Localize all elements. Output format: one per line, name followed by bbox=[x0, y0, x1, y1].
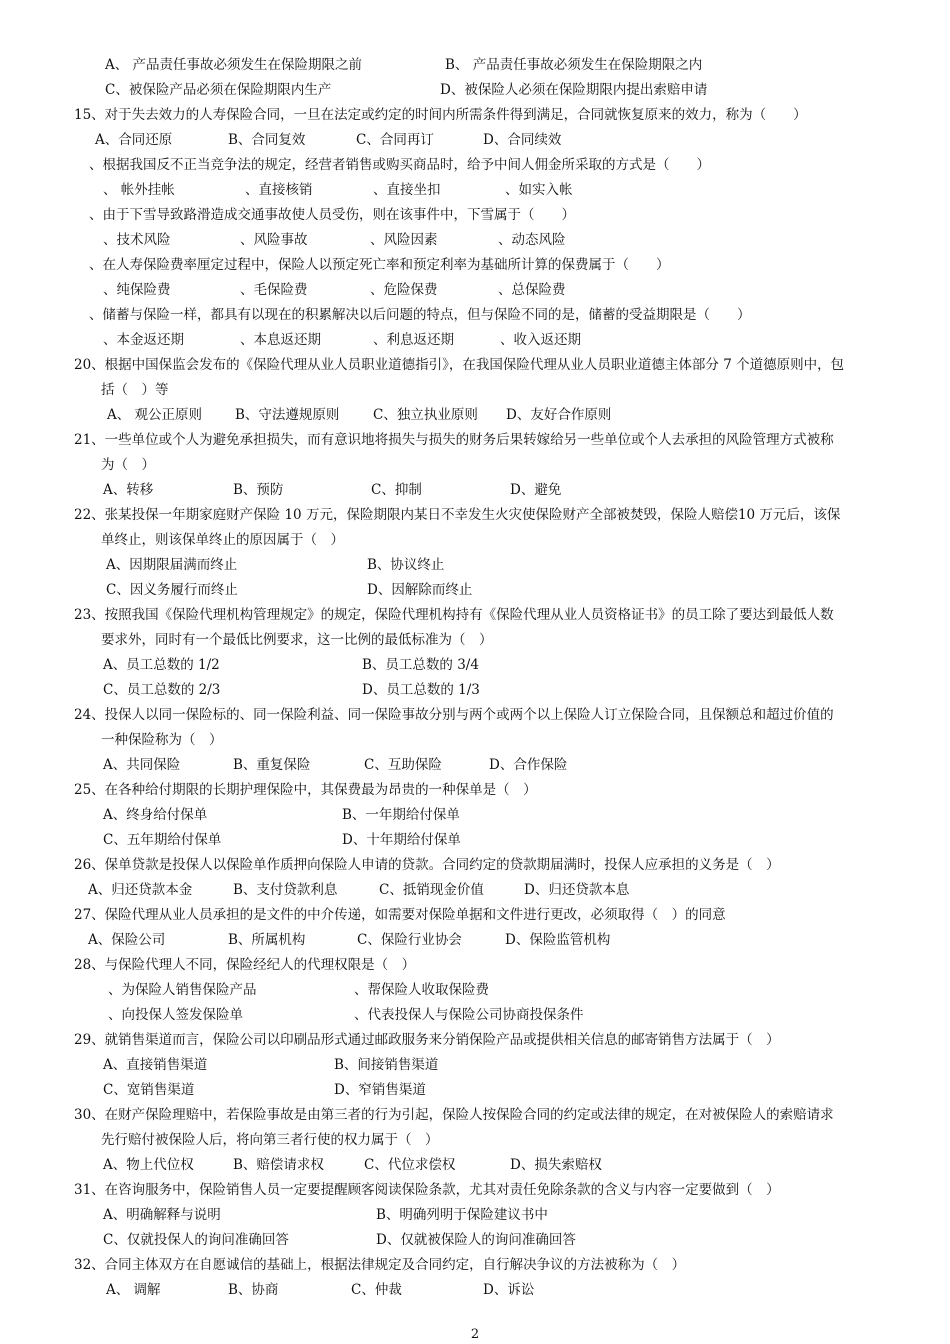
option-c: C、保险行业协会 bbox=[357, 932, 462, 948]
option-b: B、员工总数的 3/4 bbox=[362, 657, 479, 673]
question-17-text: 、由于下雪导致路滑造成交通事故使人员受伤，则在该事件中，下雪属于（ ） bbox=[89, 207, 575, 223]
option-a: A、 产品责任事故必须发生在保险期限之前 bbox=[105, 57, 363, 73]
option-line bbox=[0, 678, 950, 703]
option-b: B、协议终止 bbox=[367, 557, 445, 573]
option-a: A、 调解 bbox=[106, 1282, 161, 1298]
option-c: 、直接坐扣 bbox=[373, 182, 441, 198]
option-c: C、仅就投保人的询问准确回答 bbox=[103, 1232, 289, 1248]
page-number: 2 bbox=[470, 1327, 480, 1342]
question-21-text: 21、一些单位或个人为避免承担损失，而有意识地将损失与损失的财务后果转嫁给另一些单位或个人去承担的风险管理方式被称 bbox=[74, 432, 834, 448]
option-d: D、员工总数的 1/3 bbox=[362, 682, 480, 698]
option-b: B、协商 bbox=[228, 1282, 279, 1298]
option-c: C、互助保险 bbox=[364, 757, 442, 773]
option-line bbox=[0, 1228, 950, 1253]
option-line bbox=[0, 1053, 950, 1078]
option-c: C、合同再订 bbox=[356, 132, 434, 148]
option-a: A、共同保险 bbox=[103, 757, 181, 773]
option-line bbox=[0, 1078, 950, 1103]
option-line bbox=[0, 53, 950, 78]
option-line bbox=[0, 228, 950, 253]
option-b: 、帮保险人收取保险费 bbox=[354, 982, 489, 998]
exam-page-content bbox=[0, 53, 950, 1303]
option-b: 、风险事故 bbox=[240, 232, 308, 248]
option-b: B、支付贷款利息 bbox=[233, 882, 338, 898]
option-c: C、抵销现金价值 bbox=[379, 882, 484, 898]
option-line bbox=[0, 553, 950, 578]
question-line bbox=[0, 378, 950, 403]
question-line bbox=[0, 528, 950, 553]
option-c: C、代位求偿权 bbox=[364, 1157, 456, 1173]
question-20-text-cont: 括（ ）等 bbox=[101, 382, 169, 398]
option-d: D、合作保险 bbox=[489, 757, 568, 773]
question-line bbox=[0, 778, 950, 803]
option-d: D、友好合作原则 bbox=[506, 407, 612, 423]
option-b: B、明确列明于保险建议书中 bbox=[376, 1207, 548, 1223]
option-b: B、重复保险 bbox=[233, 757, 311, 773]
question-line bbox=[0, 353, 950, 378]
option-a: A、物上代位权 bbox=[103, 1157, 194, 1173]
option-d: D、被保险人必须在保险期限内提出索赔申请 bbox=[440, 82, 708, 98]
option-line bbox=[0, 128, 950, 153]
option-d: D、窄销售渠道 bbox=[334, 1082, 426, 1098]
question-32-text: 32、合同主体双方在自愿诚信的基础上，根据法律规定及合同约定，自行解决争议的方法被称为（ ） bbox=[74, 1257, 686, 1273]
question-25-text: 25、在各种给付期限的长期护理保险中，其保费最为昂贵的一种保单是（ ） bbox=[74, 782, 537, 798]
option-a: A、归还贷款本金 bbox=[88, 882, 193, 898]
question-23-text-cont: 要求外，同时有一个最低比例要求，这一比例的最低标准为（ ） bbox=[101, 632, 493, 648]
question-27-text: 27、保险代理从业人员承担的是文件的中介传递，如需要对保险单据和文件进行更改，必须取得（ ）的同意 bbox=[74, 907, 726, 923]
option-a: A、直接销售渠道 bbox=[103, 1057, 208, 1073]
option-d: D、避免 bbox=[510, 482, 562, 498]
question-line bbox=[0, 953, 950, 978]
option-a: 、为保险人销售保险产品 bbox=[108, 982, 257, 998]
question-line bbox=[0, 1028, 950, 1053]
option-line bbox=[0, 1203, 950, 1228]
option-b: 、毛保险费 bbox=[240, 282, 308, 298]
option-d: D、损失索赔权 bbox=[510, 1157, 602, 1173]
question-30-text: 30、在财产保险理赔中，若保险事故是由第三者的行为引起，保险人按保险合同的约定或法律的规定，在对被保险人的索赔请求 bbox=[74, 1107, 834, 1123]
question-16-text: 、根据我国反不正当竞争法的规定，经营者销售或购买商品时，给予中间人佣金所采取的方式是（ ） bbox=[89, 157, 710, 173]
option-d: D、诉讼 bbox=[483, 1282, 535, 1298]
question-line bbox=[0, 1253, 950, 1278]
question-23-text: 23、按照我国《保险代理机构管理规定》的规定，保险代理机构持有《保险代理从业人员资格证书》的员工除了要达到最低人数 bbox=[74, 607, 834, 623]
option-a: 、纯保险费 bbox=[103, 282, 171, 298]
option-d: 、收入返还期 bbox=[500, 332, 581, 348]
option-line bbox=[0, 328, 950, 353]
question-line bbox=[0, 503, 950, 528]
option-line bbox=[0, 878, 950, 903]
option-b: 、本息返还期 bbox=[240, 332, 321, 348]
option-b: 、直接核销 bbox=[245, 182, 313, 198]
question-15-text: 15、对于失去效力的人寿保险合同，一旦在法定或约定的时间内所需条件得到满足，合同就恢复原来的效力，称为（ ） bbox=[74, 107, 807, 123]
option-c: 、向投保人签发保险单 bbox=[108, 1007, 243, 1023]
option-c: 、风险因素 bbox=[370, 232, 438, 248]
option-line bbox=[0, 978, 950, 1003]
question-line bbox=[0, 628, 950, 653]
question-line bbox=[0, 153, 950, 178]
option-d: 、总保险费 bbox=[498, 282, 566, 298]
question-30-text-cont: 先行赔付被保险人后，将向第三者行使的权力属于（ ） bbox=[101, 1132, 439, 1148]
question-31-text: 31、在咨询服务中，保险销售人员一定要提醒顾客阅读保险条款，尤其对责任免除条款的含义与内容一定要做到（ ） bbox=[74, 1182, 780, 1198]
option-b: B、间接销售渠道 bbox=[334, 1057, 439, 1073]
option-line bbox=[0, 753, 950, 778]
question-line bbox=[0, 903, 950, 928]
question-22-text-cont: 单终止，则该保单终止的原因属于（ ） bbox=[101, 532, 344, 548]
question-19-text: 、储蓄与保险一样，都具有以现在的积累解决以后问题的特点，但与保险不同的是，储蓄的受益期限是（ ） bbox=[89, 307, 751, 323]
option-c: C、员工总数的 2/3 bbox=[103, 682, 221, 698]
option-b: B、 产品责任事故必须发生在保险期限之内 bbox=[445, 57, 703, 73]
question-20-text: 20、根据中国保监会发布的《保险代理从业人员职业道德指引》，在我国保险代理从业人员职业道德主体部分 7 个道德原则中，包 bbox=[74, 357, 845, 373]
option-line bbox=[0, 278, 950, 303]
question-line bbox=[0, 1128, 950, 1153]
option-c: C、宽销售渠道 bbox=[103, 1082, 195, 1098]
option-d: D、归还贷款本息 bbox=[524, 882, 630, 898]
question-22-text: 22、张某投保一年期家庭财产保险 10 万元，保险期限内某日不幸发生火灾使保险财产全部被焚毁，保险人赔偿10 万元后，该保 bbox=[74, 507, 841, 523]
option-a: A、终身给付保单 bbox=[103, 807, 208, 823]
question-line bbox=[0, 853, 950, 878]
option-b: B、一年期给付保单 bbox=[342, 807, 460, 823]
option-line bbox=[0, 828, 950, 853]
question-line bbox=[0, 453, 950, 478]
option-c: C、独立执业原则 bbox=[373, 407, 478, 423]
option-d: D、保险监管机构 bbox=[505, 932, 611, 948]
question-26-text: 26、保单贷款是投保人以保险单作质押向保险人申请的贷款。合同约定的贷款期届满时，投保人应承担的义务是（ ） bbox=[74, 857, 780, 873]
question-line bbox=[0, 1103, 950, 1128]
question-line bbox=[0, 603, 950, 628]
option-line bbox=[0, 1153, 950, 1178]
option-line bbox=[0, 578, 950, 603]
option-c: 、利息返还期 bbox=[373, 332, 454, 348]
question-29-text: 29、就销售渠道而言，保险公司以印刷品形式通过邮政服务来分销保险产品或提供相关信息的邮寄销售方法属于（ ） bbox=[74, 1032, 780, 1048]
option-c: C、五年期给付保单 bbox=[103, 832, 222, 848]
option-a: A、员工总数的 1/2 bbox=[103, 657, 220, 673]
option-a: A、保险公司 bbox=[88, 932, 166, 948]
question-line bbox=[0, 203, 950, 228]
option-d: D、十年期给付保单 bbox=[342, 832, 461, 848]
option-a: 、技术风险 bbox=[103, 232, 171, 248]
question-line bbox=[0, 1178, 950, 1203]
option-line bbox=[0, 653, 950, 678]
option-d: 、动态风险 bbox=[498, 232, 566, 248]
option-c: C、被保险产品必须在保险期限内生产 bbox=[105, 82, 332, 98]
option-a: A、因期限届满而终止 bbox=[106, 557, 238, 573]
option-d: 、代表投保人与保险公司协商投保条件 bbox=[354, 1007, 584, 1023]
question-28-text: 28、与保险代理人不同，保险经纪人的代理权限是（ ） bbox=[74, 957, 416, 973]
question-line bbox=[0, 303, 950, 328]
option-line bbox=[0, 928, 950, 953]
option-b: B、预防 bbox=[233, 482, 284, 498]
option-c: C、抑制 bbox=[371, 482, 422, 498]
question-line bbox=[0, 428, 950, 453]
option-d: D、因解除而终止 bbox=[367, 582, 473, 598]
question-24-text: 24、投保人以同一保险标的、同一保险利益、同一保险事故分别与两个或两个以上保险人订立保险合同，且保额总和超过价值的 bbox=[74, 707, 834, 723]
option-a: A、合同还原 bbox=[95, 132, 173, 148]
question-24-text-cont: 一种保险称为（ ） bbox=[101, 732, 223, 748]
option-c: C、因义务履行而终止 bbox=[106, 582, 238, 598]
option-a: A、转移 bbox=[103, 482, 154, 498]
option-line bbox=[0, 478, 950, 503]
option-b: B、所属机构 bbox=[228, 932, 306, 948]
question-18-text: 、在人寿保险费率厘定过程中，保险人以预定死亡率和预定利率为基础所计算的保费属于（ ） bbox=[89, 257, 670, 273]
option-a: A、 观公正原则 bbox=[107, 407, 203, 423]
option-d: 、如实入帐 bbox=[505, 182, 573, 198]
option-line bbox=[0, 78, 950, 103]
question-line bbox=[0, 703, 950, 728]
question-line bbox=[0, 253, 950, 278]
option-a: A、明确解释与说明 bbox=[103, 1207, 221, 1223]
option-line bbox=[0, 803, 950, 828]
option-c: C、仲裁 bbox=[351, 1282, 402, 1298]
option-line bbox=[0, 403, 950, 428]
question-21-text-cont: 为（ ） bbox=[101, 457, 155, 473]
option-line bbox=[0, 1003, 950, 1028]
option-b: B、合同复效 bbox=[228, 132, 306, 148]
option-d: D、合同续效 bbox=[483, 132, 562, 148]
option-a: 、本金返还期 bbox=[103, 332, 184, 348]
question-line bbox=[0, 103, 950, 128]
option-c: 、危险保费 bbox=[370, 282, 438, 298]
option-line bbox=[0, 1278, 950, 1303]
option-line bbox=[0, 178, 950, 203]
option-b: B、守法遵规原则 bbox=[235, 407, 340, 423]
option-b: B、赔偿请求权 bbox=[233, 1157, 324, 1173]
question-line bbox=[0, 728, 950, 753]
option-d: D、仅就被保险人的询问准确回答 bbox=[376, 1232, 576, 1248]
option-a: 、 帐外挂帐 bbox=[103, 182, 175, 198]
